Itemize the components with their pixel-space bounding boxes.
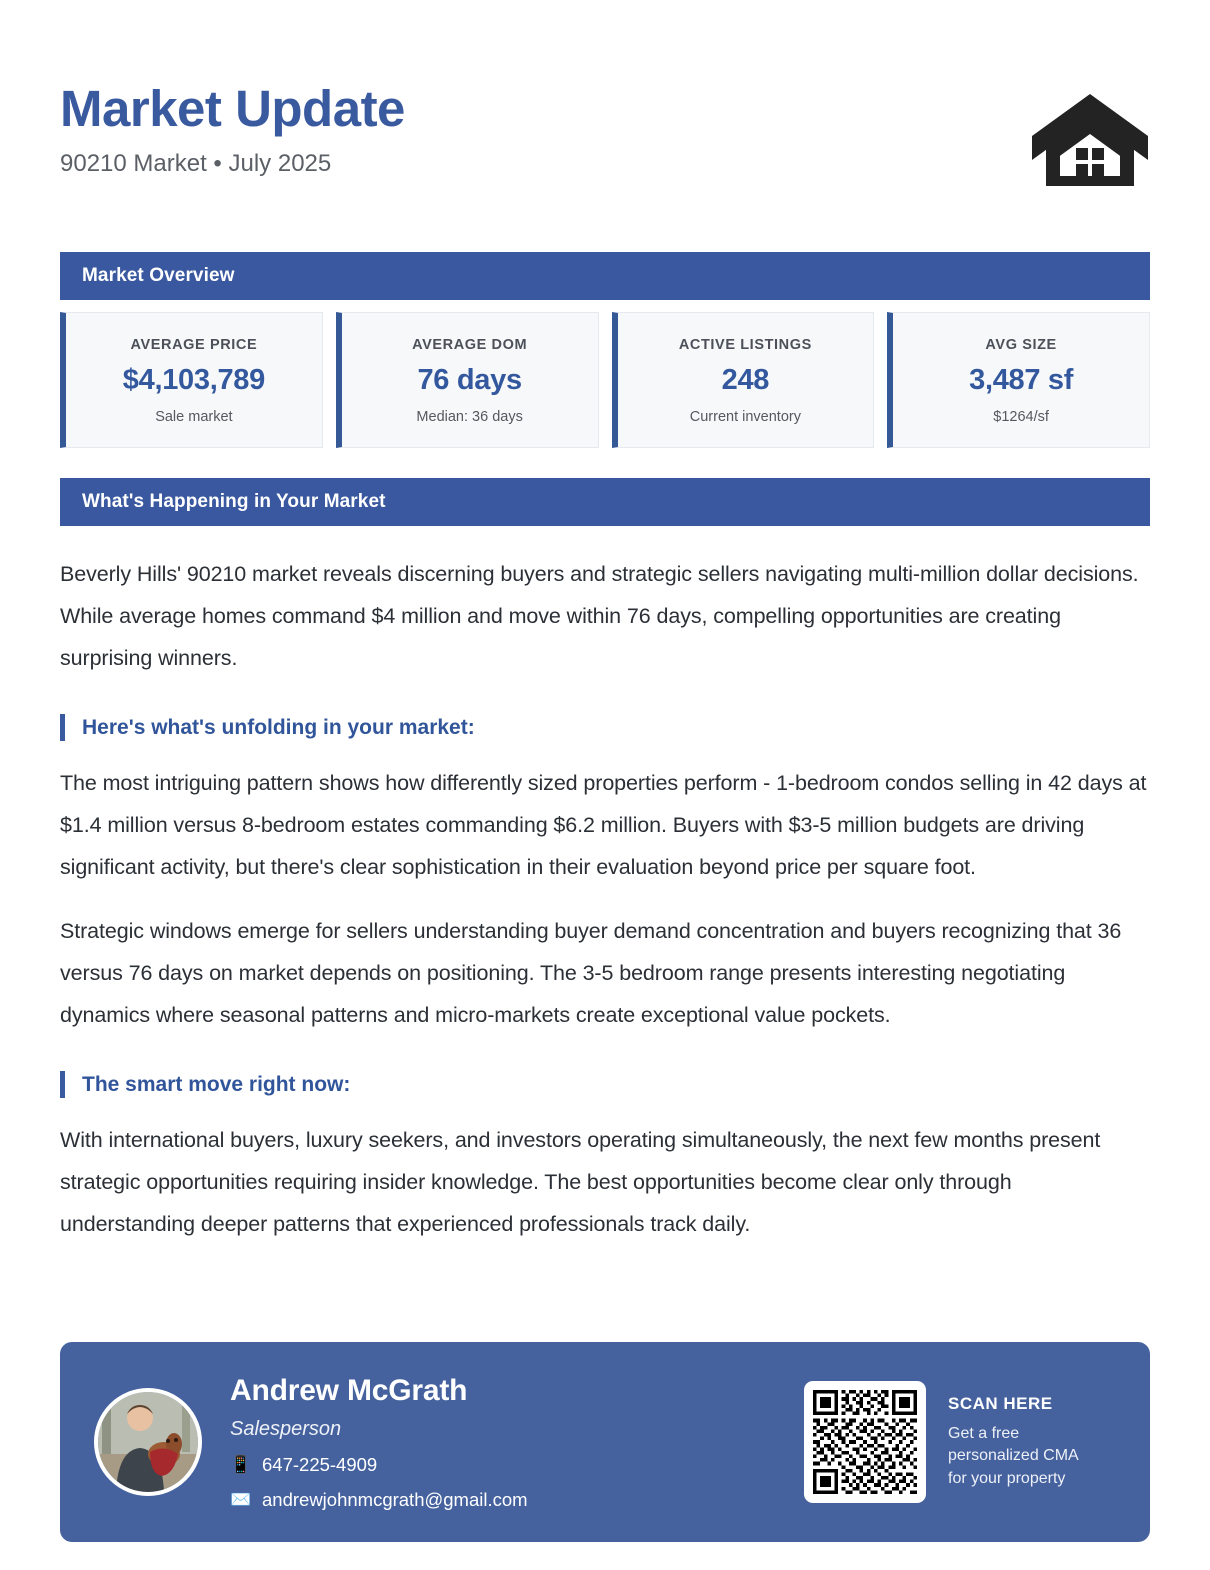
agent-block (94, 1374, 804, 1511)
stat-card-average-price (60, 312, 323, 448)
paragraph-one: The most intriguing pattern shows how differently sized properties perform - 1-bedroom condos selling in 42 days at $1.4 million versus 8-bedroom estates commanding $6.2 million. Buyers with $3-5 million budgets are driving significant activity, but there's clear sophistication in their evaluation beyond price per square foot. (60, 771, 1147, 879)
stat-sublabel: $1264/sf (993, 409, 1049, 425)
agent-contact-card (60, 1342, 1150, 1542)
header-text-block (60, 78, 405, 178)
qr-code[interactable] (804, 1381, 926, 1503)
stat-value: $4,103,789 (122, 364, 265, 396)
section-header-market-overview: Market Overview (60, 252, 1150, 300)
qr-block (804, 1381, 1116, 1503)
stat-sublabel: Sale market (155, 409, 233, 425)
section-header-whats-happening: What's Happening in Your Market (60, 478, 1150, 526)
agent-email-row[interactable] (230, 1489, 528, 1511)
house-logo-icon (1015, 82, 1150, 194)
stat-sublabel: Median: 36 days (416, 409, 523, 425)
paragraph-intro: Beverly Hills' 90210 market reveals discerning buyers and strategic sellers navigating multi-million dollar decisions. While average homes command $4 million and move within 76 days, compelling opportunities are creating surprising winners. (60, 562, 1139, 670)
callout-heading: The smart move right now: (82, 1072, 351, 1096)
stats-row (60, 312, 1150, 448)
stat-label: AVERAGE PRICE (130, 337, 258, 353)
stat-value: 3,487 sf (969, 364, 1074, 396)
envelope-icon: ✉️ (230, 1490, 252, 1509)
stat-card-avg-size (887, 312, 1150, 448)
callout-smart-move (60, 1071, 1150, 1098)
paragraph-three: With international buyers, luxury seekers, and investors operating simultaneously, the next few months present strategic opportunities requiring insider knowledge. The best opportunities become clear only through understanding deeper patterns that experienced professionals track daily. (60, 1127, 1101, 1236)
agent-email[interactable]: andrewjohnmcgrath@gmail.com (262, 1488, 528, 1510)
scan-here-title: SCAN HERE (948, 1394, 1053, 1414)
agent-name: Andrew McGrath (230, 1373, 468, 1407)
scan-text-block (948, 1394, 1098, 1489)
stat-label: ACTIVE LISTINGS (678, 337, 812, 353)
callout-unfolding (60, 714, 1150, 741)
page-subtitle: 90210 Market • July 2025 (60, 149, 332, 177)
agent-phone[interactable]: 647-225-4909 (262, 1453, 378, 1475)
agent-avatar-photo (94, 1388, 202, 1496)
paragraph-two: Strategic windows emerge for sellers understanding buyer demand concentration and buyers recognizing that 36 versus 76 days on market depends on positioning. The 3-5 bedroom range presents interesting negotiating dynamics where seasonal patterns and micro-markets create exceptional value pockets. (60, 918, 1122, 1027)
stat-value: 248 (721, 364, 770, 396)
stat-label: AVERAGE DOM (412, 337, 528, 353)
stat-card-active-listings (612, 312, 875, 448)
document-header (60, 0, 1150, 194)
agent-role: Salesperson (230, 1417, 342, 1440)
stat-label: AVG SIZE (985, 337, 1057, 353)
agent-phone-row[interactable] (230, 1454, 528, 1476)
mobile-phone-icon: 📱 (230, 1455, 252, 1474)
callout-heading: Here's what's unfolding in your market: (82, 715, 475, 739)
stat-card-average-dom (336, 312, 599, 448)
stat-value: 76 days (417, 364, 522, 396)
narrative-body (60, 526, 1150, 1246)
stat-sublabel: Current inventory (689, 409, 801, 425)
agent-details (230, 1374, 528, 1511)
page-title: Market Update (60, 80, 405, 137)
scan-here-subtitle: Get a free personalized CMA for your property (948, 1425, 1078, 1487)
